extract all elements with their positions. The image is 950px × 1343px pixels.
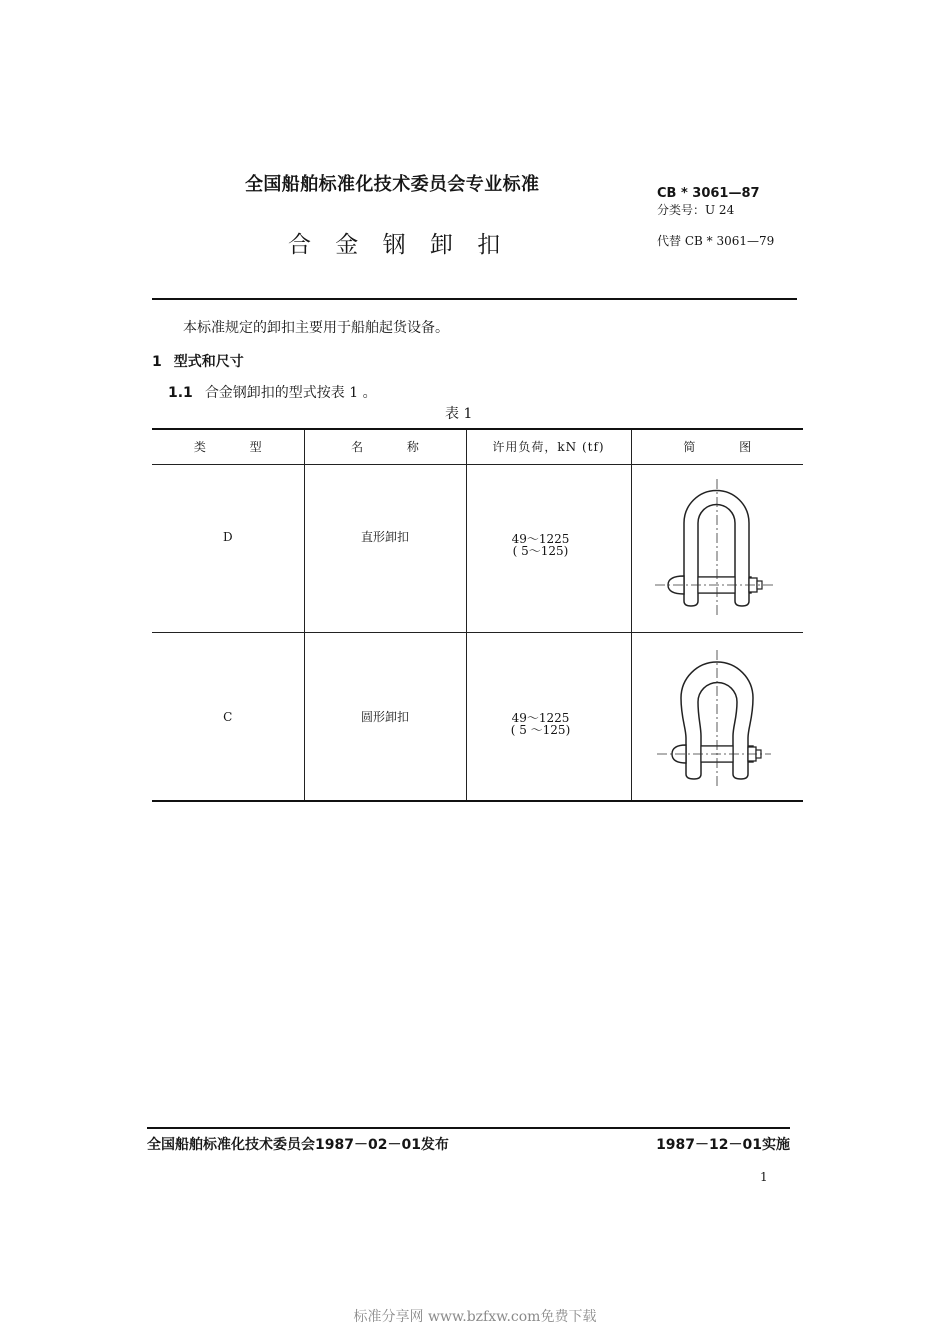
type-cell: D — [152, 464, 304, 632]
section-title: 型式和尺寸 — [173, 354, 244, 370]
subsection-number: 1.1 — [168, 385, 193, 401]
header-name: 名 称 — [304, 429, 466, 464]
header-divider — [152, 298, 797, 300]
section-1-1 — [168, 386, 377, 400]
header-sketch: 简 图 — [631, 429, 803, 464]
load-cell — [466, 464, 631, 632]
table-header-row — [152, 429, 803, 464]
sketch-cell — [631, 632, 803, 801]
load-cell — [466, 632, 631, 801]
load-kn: 49～1225 — [511, 711, 570, 726]
straight-shackle-diagram — [651, 475, 776, 620]
bow-shackle-diagram — [651, 646, 776, 791]
implementation-date: 1987－12－01实施 — [656, 1137, 790, 1153]
header-type: 类 型 — [152, 429, 304, 464]
standard-code: CB * 3061—87 — [657, 186, 760, 201]
name-cell: 圆形卸扣 — [304, 632, 466, 801]
page-number: 1 — [760, 1170, 768, 1184]
replaces-standard: 代替 CB * 3061—79 — [657, 234, 775, 248]
type-cell: C — [152, 632, 304, 801]
issue-date: 全国船舶标准化技术委员会1987－02－01发布 — [147, 1137, 449, 1153]
table-caption: 表 1 — [445, 406, 473, 422]
sketch-cell — [631, 464, 803, 632]
table-row — [152, 464, 803, 632]
load-tf: ( 5～125) — [512, 544, 569, 558]
classification-number: 分类号：U 24 — [657, 203, 735, 217]
name-cell: 直形卸扣 — [304, 464, 466, 632]
watermark: 标准分享网 www.bzfxw.com免费下载 — [353, 1309, 597, 1325]
load-kn: 49～1225 — [511, 532, 570, 546]
footer-divider — [147, 1127, 790, 1129]
scope-paragraph: 本标准规定的卸扣主要用于船舶起货设备。 — [183, 320, 449, 336]
issuing-committee-heading: 全国船舶标准化技术委员会专业标准 — [245, 174, 540, 195]
section-1-heading — [152, 355, 244, 369]
load-tf: ( 5 ～125) — [510, 723, 571, 738]
shackle-type-table — [152, 428, 803, 802]
table-row — [152, 632, 803, 801]
header-allowable-load: 许用负荷，kN (tf) — [466, 429, 631, 464]
subsection-text: 合金钢卸扣的型式按表 1 。 — [204, 385, 377, 401]
section-number: 1 — [152, 354, 162, 370]
document-title: 合 金 钢 卸 扣 — [288, 232, 501, 258]
